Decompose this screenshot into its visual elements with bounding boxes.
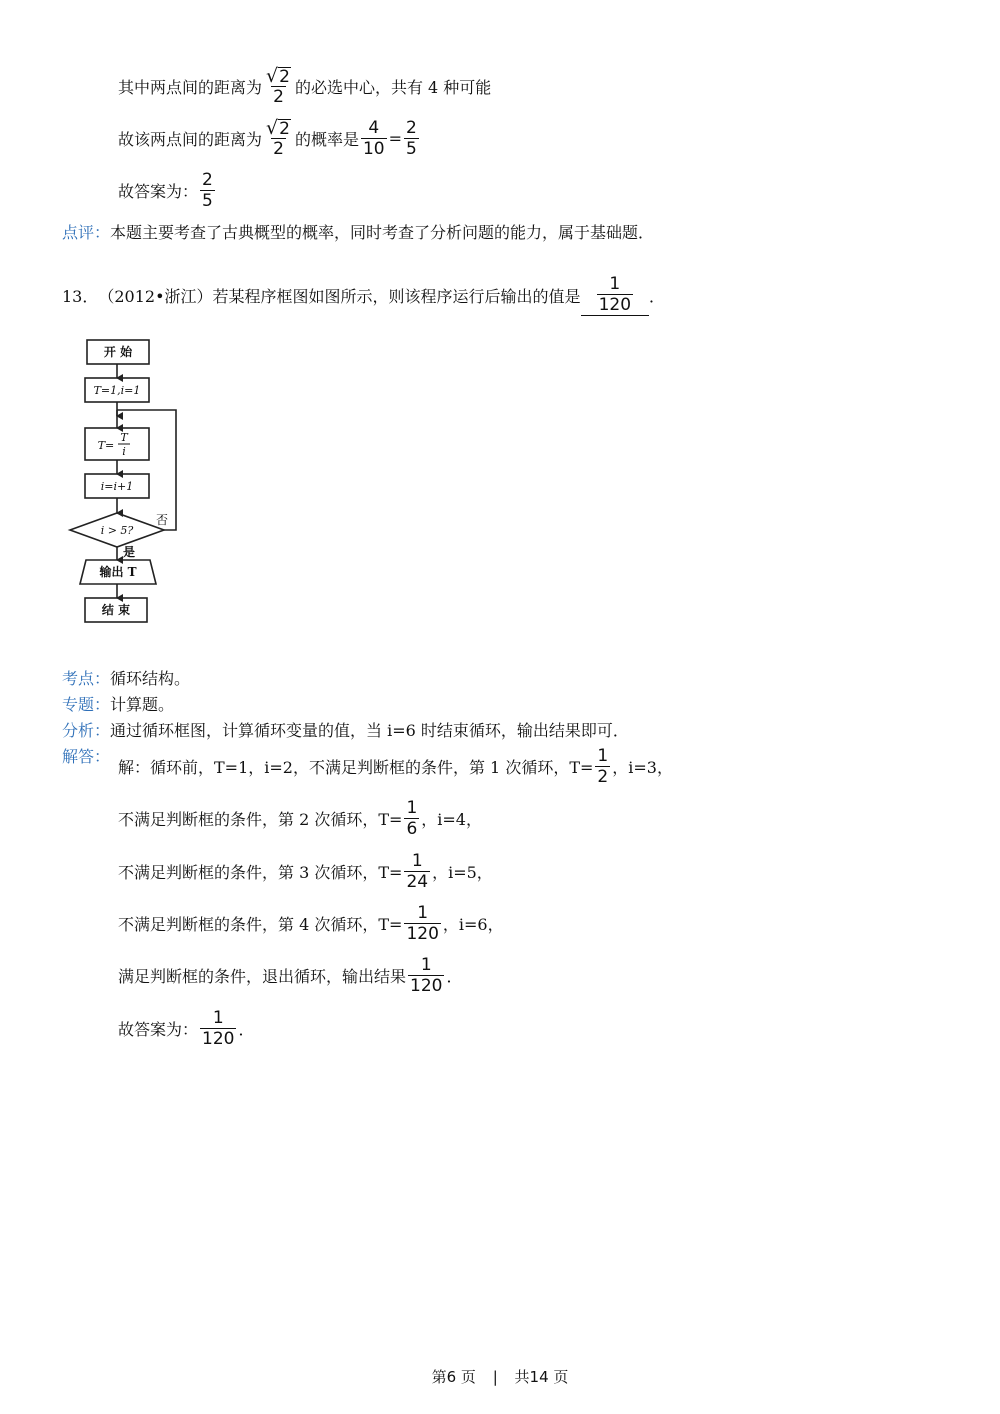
fraction xyxy=(361,118,387,159)
assign-num: T xyxy=(120,431,128,444)
fraction xyxy=(408,955,444,996)
fraction xyxy=(404,903,440,944)
start-label: 开 始 xyxy=(103,345,133,359)
output-label: 输出 T xyxy=(99,565,137,579)
denominator: 120 xyxy=(598,295,632,315)
solution-line-3 xyxy=(118,170,217,211)
sqrt-arg: 2 xyxy=(279,119,290,139)
denominator: 5 xyxy=(202,191,213,211)
text: ，i=4， xyxy=(421,810,482,829)
numerator: 1 xyxy=(597,746,609,766)
kaodian-line xyxy=(62,666,190,689)
assign-box xyxy=(85,428,149,460)
kaodian-label: 考点： xyxy=(62,669,111,688)
text: 满足判断框的条件，退出循环，输出结果 xyxy=(118,967,407,986)
comment-line xyxy=(62,220,654,243)
denominator: 2 xyxy=(273,139,284,159)
denominator: 10 xyxy=(362,139,385,159)
text: 的概率是 xyxy=(294,130,359,149)
question-number: 13． xyxy=(62,286,99,306)
text: 其中两点间的距离为 xyxy=(118,78,263,97)
sqrt: √ 2 xyxy=(266,65,290,87)
text: ，i=5， xyxy=(432,863,493,882)
page-total: 共14 页 xyxy=(514,1368,569,1386)
no-label: 否 xyxy=(155,513,169,527)
jieda-line-5 xyxy=(118,955,462,996)
separator: | xyxy=(492,1368,498,1386)
denominator: 120 xyxy=(406,924,439,944)
jieda-line-4 xyxy=(118,903,504,944)
fenxi-label: 分析： xyxy=(62,721,111,740)
text: 故该两点间的距离为 xyxy=(118,130,263,149)
fraction xyxy=(404,851,430,892)
incr-label: i=i+1 xyxy=(100,480,134,493)
text: 不满足判断框的条件，第 2 次循环，T= xyxy=(118,810,403,829)
text: ，i=6， xyxy=(442,915,504,934)
assign-lhs: T= xyxy=(97,439,115,452)
text: 的必选中心，共有 4 种可能 xyxy=(294,78,492,97)
question-text: 若某程序框图如图所示，则该程序运行后输出的值是 xyxy=(212,286,581,306)
solution-line-2 xyxy=(118,118,421,159)
yes-label: 是 xyxy=(122,545,136,559)
denominator: 6 xyxy=(406,819,418,839)
kaodian-text: 循环结构。 xyxy=(110,669,191,688)
fraction xyxy=(264,118,293,159)
fenxi-text: 通过循环框图，计算循环变量的值，当 i=6 时结束循环，输出结果即可． xyxy=(110,721,629,740)
question-source: （2012•浙江） xyxy=(98,286,213,306)
zhuanti-line xyxy=(62,692,174,715)
page-footer xyxy=(0,1366,1000,1387)
answer-blank xyxy=(581,274,649,316)
solution-line-1 xyxy=(118,66,491,107)
question-13 xyxy=(62,274,665,316)
zhuanti-label: 专题： xyxy=(62,695,111,714)
fraction xyxy=(200,170,215,211)
fenxi-line xyxy=(62,718,629,741)
text: ，i=3， xyxy=(612,758,673,777)
denominator: 5 xyxy=(406,139,417,159)
fraction xyxy=(597,274,633,315)
numerator: 1 xyxy=(411,851,423,871)
comment-label: 点评： xyxy=(62,223,111,242)
text: 不满足判断框的条件，第 4 次循环，T= xyxy=(118,915,403,934)
text: ． xyxy=(446,967,463,986)
jieda-line-3 xyxy=(118,851,493,892)
text: 解：循环前，T=1，i=2，不满足判断框的条件，第 1 次循环，T= xyxy=(118,758,594,777)
numerator: 4 xyxy=(368,118,380,138)
fraction xyxy=(404,118,419,159)
period: ． xyxy=(649,286,666,306)
equals-sign: = xyxy=(388,129,403,148)
text: 不满足判断框的条件，第 3 次循环，T= xyxy=(118,863,403,882)
comment-text: 本题主要考查了古典概型的概率，同时考查了分析问题的能力，属于基础题． xyxy=(110,223,655,242)
jieda-label-line xyxy=(62,744,110,767)
numerator: 1 xyxy=(406,798,418,818)
fraction xyxy=(264,66,293,107)
flowchart xyxy=(60,330,200,630)
jieda-line-1 xyxy=(118,746,673,787)
zhuanti-text: 计算题。 xyxy=(110,695,175,714)
denominator: 24 xyxy=(406,872,429,892)
denominator: 120 xyxy=(410,976,443,996)
numerator: 1 xyxy=(420,955,432,975)
text: 故答案为： xyxy=(118,1020,199,1039)
numerator: 1 xyxy=(609,274,621,294)
denominator: 2 xyxy=(273,87,284,107)
assign-den: i xyxy=(122,445,126,458)
fraction xyxy=(200,1008,236,1049)
cond-label: i > 5? xyxy=(100,524,134,537)
numerator: 2 xyxy=(406,118,417,138)
numerator: 1 xyxy=(212,1008,224,1028)
fraction xyxy=(404,798,419,839)
fraction xyxy=(595,746,610,787)
jieda-label: 解答： xyxy=(62,747,111,766)
text: ． xyxy=(238,1020,255,1039)
page-number: 第6 页 xyxy=(431,1368,476,1386)
denominator: 120 xyxy=(202,1029,235,1049)
numerator: 2 xyxy=(202,170,213,190)
jieda-line-2 xyxy=(118,798,482,839)
denominator: 2 xyxy=(597,767,609,787)
jieda-line-6 xyxy=(118,1008,254,1049)
sqrt: √ 2 xyxy=(266,117,290,139)
sqrt-arg: 2 xyxy=(279,67,290,87)
text: 故答案为： xyxy=(118,182,199,201)
init-label: T=1,i=1 xyxy=(93,384,141,397)
end-label: 结 束 xyxy=(101,603,131,617)
numerator: 1 xyxy=(417,903,429,923)
